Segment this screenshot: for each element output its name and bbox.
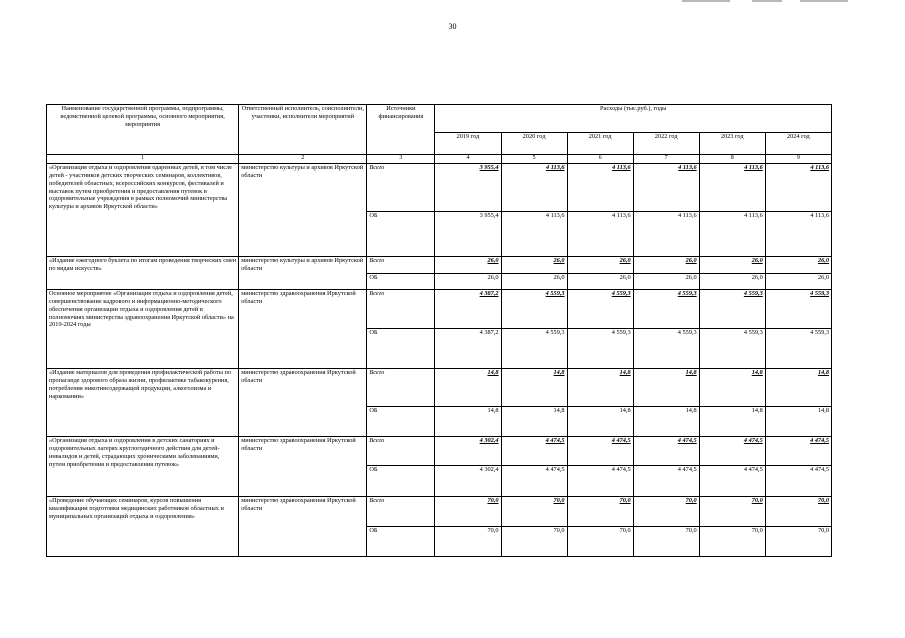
ob-value: 14,8 — [699, 407, 765, 437]
column-number: 7 — [633, 155, 699, 164]
total-value: 4 559,3 — [501, 290, 567, 329]
ob-value: 4 559,3 — [501, 329, 567, 369]
ob-value: 3 955,4 — [435, 212, 501, 257]
column-number: 9 — [765, 155, 831, 164]
source-total-label: Всего — [367, 164, 435, 212]
total-value: 4 474,5 — [567, 437, 633, 466]
source-ob-label: ОБ — [367, 329, 435, 369]
total-value: 4 302,4 — [435, 437, 501, 466]
source-total-label: Всего — [367, 437, 435, 466]
ob-value: 70,0 — [435, 527, 501, 557]
total-value: 26,0 — [633, 257, 699, 274]
total-value: 14,8 — [567, 369, 633, 407]
total-value: 70,0 — [567, 497, 633, 527]
measure-name: «Проведение обучающих семинаров, курсов повышения квалификации подготовки медицинских работников областных и муниципальных организаций отдыха и оздоровления» — [47, 497, 239, 557]
total-value: 70,0 — [765, 497, 831, 527]
column-number: 6 — [567, 155, 633, 164]
total-value: 4 113,6 — [567, 164, 633, 212]
responsible-executor: министерство здравоохранения Иркутской области — [239, 369, 367, 437]
total-value: 4 113,6 — [633, 164, 699, 212]
header-responsible: Ответственный исполнитель, соисполнители, участники, исполнители мероприятий — [239, 105, 367, 155]
total-value: 4 474,5 — [765, 437, 831, 466]
total-value: 4 559,3 — [765, 290, 831, 329]
total-value: 4 559,3 — [567, 290, 633, 329]
ob-value: 4 113,6 — [765, 212, 831, 257]
ob-value: 4 474,5 — [765, 466, 831, 497]
table-row — [47, 164, 832, 212]
total-value: 4 559,3 — [633, 290, 699, 329]
total-value: 14,8 — [699, 369, 765, 407]
ob-value: 26,0 — [435, 274, 501, 290]
ob-value: 14,8 — [501, 407, 567, 437]
source-ob-label: ОБ — [367, 212, 435, 257]
total-value: 4 474,5 — [633, 437, 699, 466]
responsible-executor: министерство культуры и архивов Иркутской области — [239, 257, 367, 290]
measure-name: «Организация отдыха и оздоровления в детских санаториях и оздоровительных лагерях круглогодичного действия для детей-инвалидов и детей, страдающих хроническими заболеваниями, путем приобретения и предоставления путевок» — [47, 437, 239, 497]
total-value: 70,0 — [501, 497, 567, 527]
header-year: 2021 год — [567, 133, 633, 155]
ob-value: 14,8 — [633, 407, 699, 437]
source-ob-label: ОБ — [367, 527, 435, 557]
ob-value: 4 474,5 — [501, 466, 567, 497]
source-total-label: Всего — [367, 257, 435, 274]
ob-value: 4 559,3 — [567, 329, 633, 369]
column-number: 4 — [435, 155, 501, 164]
source-total-label: Всего — [367, 497, 435, 527]
total-value: 4 559,3 — [699, 290, 765, 329]
total-value: 14,8 — [435, 369, 501, 407]
scan-artifact — [682, 0, 730, 2]
table-row — [47, 290, 832, 329]
responsible-executor: министерство здравоохранения Иркутской области — [239, 290, 367, 369]
total-value: 14,8 — [765, 369, 831, 407]
source-ob-label: ОБ — [367, 466, 435, 497]
source-total-label: Всего — [367, 369, 435, 407]
header-year: 2019 год — [435, 133, 501, 155]
expenditure-table — [46, 104, 832, 557]
responsible-executor: министерство культуры и архивов Иркутской области — [239, 164, 367, 257]
header-year: 2023 год — [699, 133, 765, 155]
total-value: 26,0 — [699, 257, 765, 274]
column-number: 2 — [239, 155, 367, 164]
column-number: 1 — [47, 155, 239, 164]
table-row — [47, 369, 832, 407]
column-number: 5 — [501, 155, 567, 164]
ob-value: 70,0 — [765, 527, 831, 557]
total-value: 26,0 — [435, 257, 501, 274]
table-row — [47, 257, 832, 274]
ob-value: 4 474,5 — [633, 466, 699, 497]
page-number: 30 — [448, 22, 457, 31]
header-name: Наименование государственной программы, подпрограммы, ведомственной целевой программы, основного мероприятия, мероприятия — [47, 105, 239, 155]
ob-value: 4 113,6 — [567, 212, 633, 257]
ob-value: 4 113,6 — [501, 212, 567, 257]
ob-value: 70,0 — [567, 527, 633, 557]
total-value: 70,0 — [633, 497, 699, 527]
measure-name: «Издание материалов для проведения профилактической работы по пропаганде здорового образа жизни, профилактике табакокурения, потребления никотинсодержащей продукции, алкоголизма и наркомании» — [47, 369, 239, 437]
ob-value: 4 113,6 — [699, 212, 765, 257]
ob-value: 4 559,3 — [633, 329, 699, 369]
ob-value: 14,8 — [765, 407, 831, 437]
source-ob-label: ОБ — [367, 274, 435, 290]
total-value: 70,0 — [435, 497, 501, 527]
ob-value: 4 559,3 — [765, 329, 831, 369]
total-value: 26,0 — [567, 257, 633, 274]
table-row — [47, 497, 832, 527]
ob-value: 14,8 — [567, 407, 633, 437]
total-value: 3 955,4 — [435, 164, 501, 212]
header-year: 2020 год — [501, 133, 567, 155]
table-row — [47, 437, 832, 466]
total-value: 26,0 — [501, 257, 567, 274]
header-year: 2022 год — [633, 133, 699, 155]
scan-artifact — [800, 0, 848, 2]
scan-artifact — [752, 0, 782, 2]
total-value: 14,8 — [501, 369, 567, 407]
ob-value: 26,0 — [567, 274, 633, 290]
header-year: 2024 год — [765, 133, 831, 155]
ob-value: 4 559,3 — [699, 329, 765, 369]
responsible-executor: министерство здравоохранения Иркутской области — [239, 437, 367, 497]
measure-name: «Организация отдыха и оздоровления одаренных детей, в том числе детей - участников детских творческих семинаров, коллективов, победителей областных, всероссийских конкурсов, фестивалей и выставок путем приобретения и предоставления путевок в оздоровительные учреждения в рамках полномочий министерства культуры и архивов Иркутской области» — [47, 164, 239, 257]
ob-value: 70,0 — [633, 527, 699, 557]
measure-name: «Издание ежегодного буклета по итогам проведения творческих смен по видам искусств» — [47, 257, 239, 290]
column-number: 3 — [367, 155, 435, 164]
header-source: Источники финансирования — [367, 105, 435, 155]
total-value: 4 474,5 — [501, 437, 567, 466]
source-total-label: Всего — [367, 290, 435, 329]
total-value: 14,8 — [633, 369, 699, 407]
ob-value: 4 302,4 — [435, 466, 501, 497]
total-value: 4 387,2 — [435, 290, 501, 329]
ob-value: 4 387,2 — [435, 329, 501, 369]
source-ob-label: ОБ — [367, 407, 435, 437]
responsible-executor: министерство здравоохранения Иркутской области — [239, 497, 367, 557]
total-value: 4 113,6 — [699, 164, 765, 212]
header-expenditures: Расходы (тыс.руб.), годы — [435, 105, 832, 133]
ob-value: 26,0 — [501, 274, 567, 290]
total-value: 4 474,5 — [699, 437, 765, 466]
total-value: 4 113,6 — [765, 164, 831, 212]
ob-value: 26,0 — [699, 274, 765, 290]
ob-value: 4 113,6 — [633, 212, 699, 257]
total-value: 70,0 — [699, 497, 765, 527]
total-value: 26,0 — [765, 257, 831, 274]
ob-value: 26,0 — [765, 274, 831, 290]
ob-value: 4 474,5 — [699, 466, 765, 497]
total-value: 4 113,6 — [501, 164, 567, 212]
ob-value: 70,0 — [699, 527, 765, 557]
ob-value: 70,0 — [501, 527, 567, 557]
ob-value: 4 474,5 — [567, 466, 633, 497]
column-number: 8 — [699, 155, 765, 164]
ob-value: 14,8 — [435, 407, 501, 437]
measure-name: Основное мероприятие «Организация отдыха и оздоровления детей, совершенствование кадрового и информационно-методического обеспечения организации отдыха и оздоровления детей в полномочиях министерства здравоохранения Иркутской области» на 2019-2024 годы — [47, 290, 239, 369]
ob-value: 26,0 — [633, 274, 699, 290]
